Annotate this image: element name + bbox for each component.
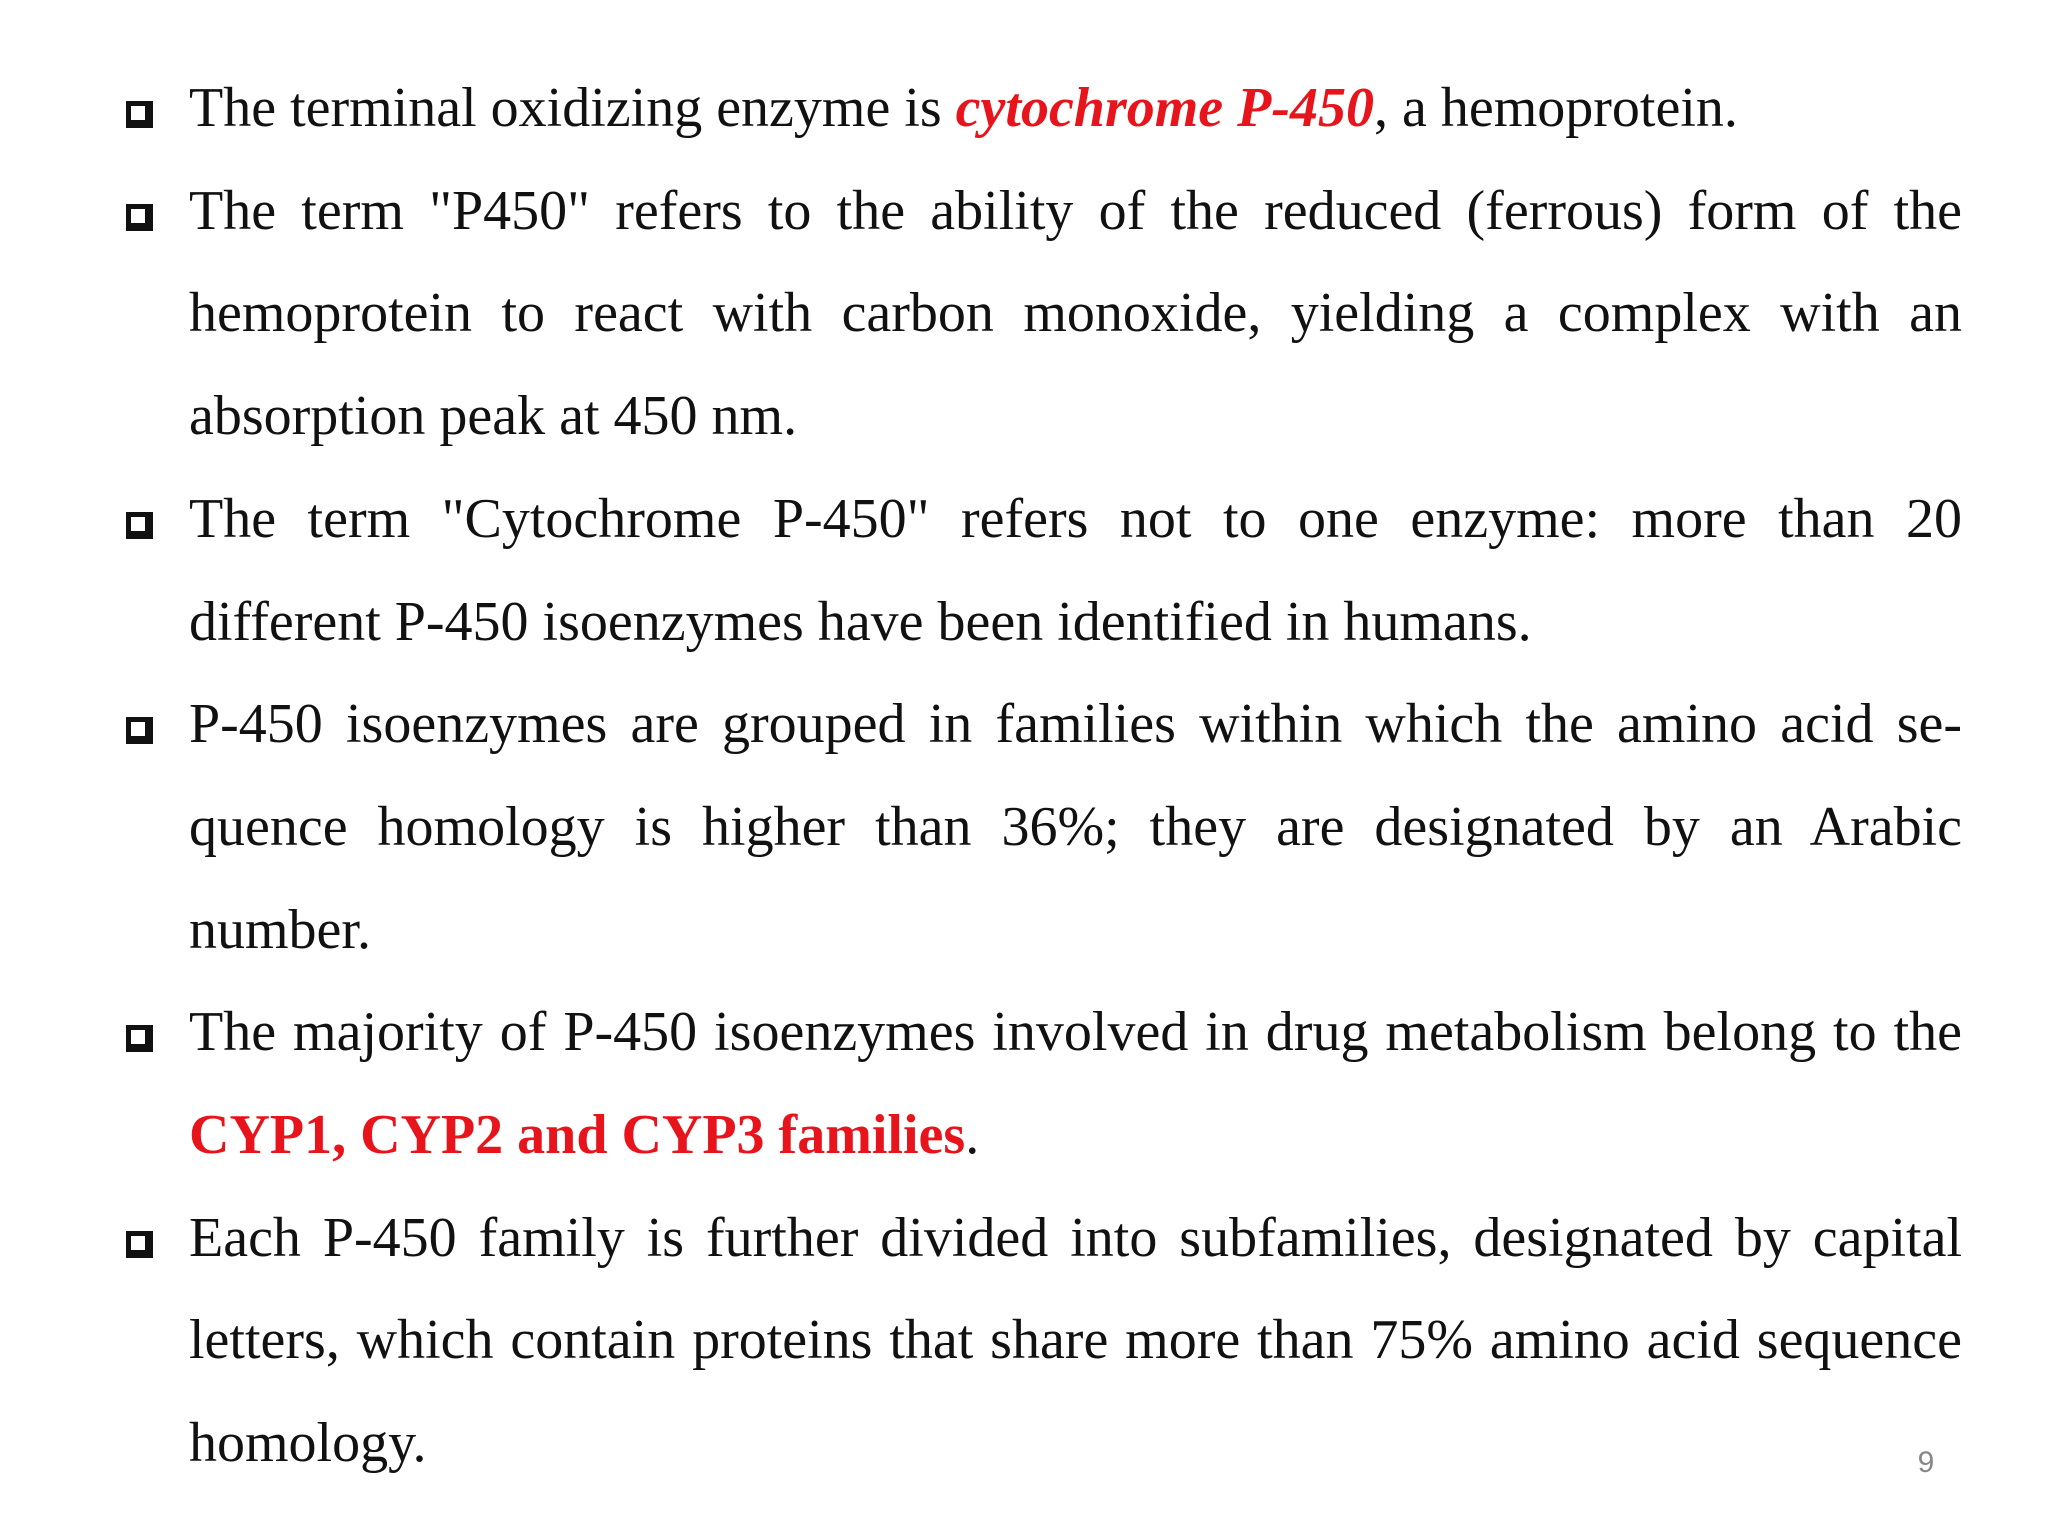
bullet-text-post: . bbox=[965, 1104, 980, 1167]
bullet-item bbox=[126, 57, 1962, 160]
bullet-list bbox=[126, 57, 1962, 1495]
checkbox-bullet-icon bbox=[126, 101, 153, 128]
bullet-text: The term "P450" refers to the ability of the reduced (ferrous) form of the hemoprotein to react with carbon monoxide, yielding a complex with an absorption peak at 450 nm. bbox=[189, 179, 1962, 448]
checkbox-bullet-icon bbox=[126, 204, 153, 231]
bullet-text: P-450 isoenzymes are grouped in families within which the amino acid se-quence homology is higher than 36%; they are designated by an Arabic number. bbox=[189, 693, 1962, 961]
bullet-text bbox=[189, 57, 1962, 160]
bullet-text: Each P-450 family is further divided into subfamilies, designated by capital letters, which contain proteins that share more than 75% amino acid sequence homology. bbox=[189, 1206, 1962, 1475]
bullet-text-pre: The terminal oxidizing enzyme is bbox=[189, 77, 956, 139]
checkbox-bullet-icon bbox=[126, 512, 153, 539]
bullet-text bbox=[189, 981, 1962, 1186]
checkbox-bullet-icon bbox=[126, 717, 153, 744]
bullet-item bbox=[126, 1187, 1962, 1495]
bullet-text-post: , a hemoprotein. bbox=[1374, 77, 1738, 139]
bullet-item bbox=[126, 673, 1962, 981]
highlight-cyp-families: CYP1, CYP2 and CYP3 families bbox=[189, 1104, 966, 1167]
bullet-item bbox=[126, 160, 1962, 468]
bullet-item bbox=[126, 468, 1962, 673]
bullet-text-pre: The majority of P-450 isoenzymes involved in drug metabolism belong to the bbox=[189, 1001, 1962, 1064]
checkbox-bullet-icon bbox=[126, 1231, 153, 1258]
page-number: 9 bbox=[1917, 1446, 1935, 1479]
highlight-enzyme-name: cytochrome P-450 bbox=[955, 77, 1375, 139]
checkbox-bullet-icon bbox=[126, 1025, 153, 1052]
bullet-text: The term "Cytochrome P-450" refers not to one enzyme: more than 20 different P-450 isoenzymes have been identified in humans. bbox=[189, 487, 1962, 653]
bullet-item bbox=[126, 981, 1962, 1186]
